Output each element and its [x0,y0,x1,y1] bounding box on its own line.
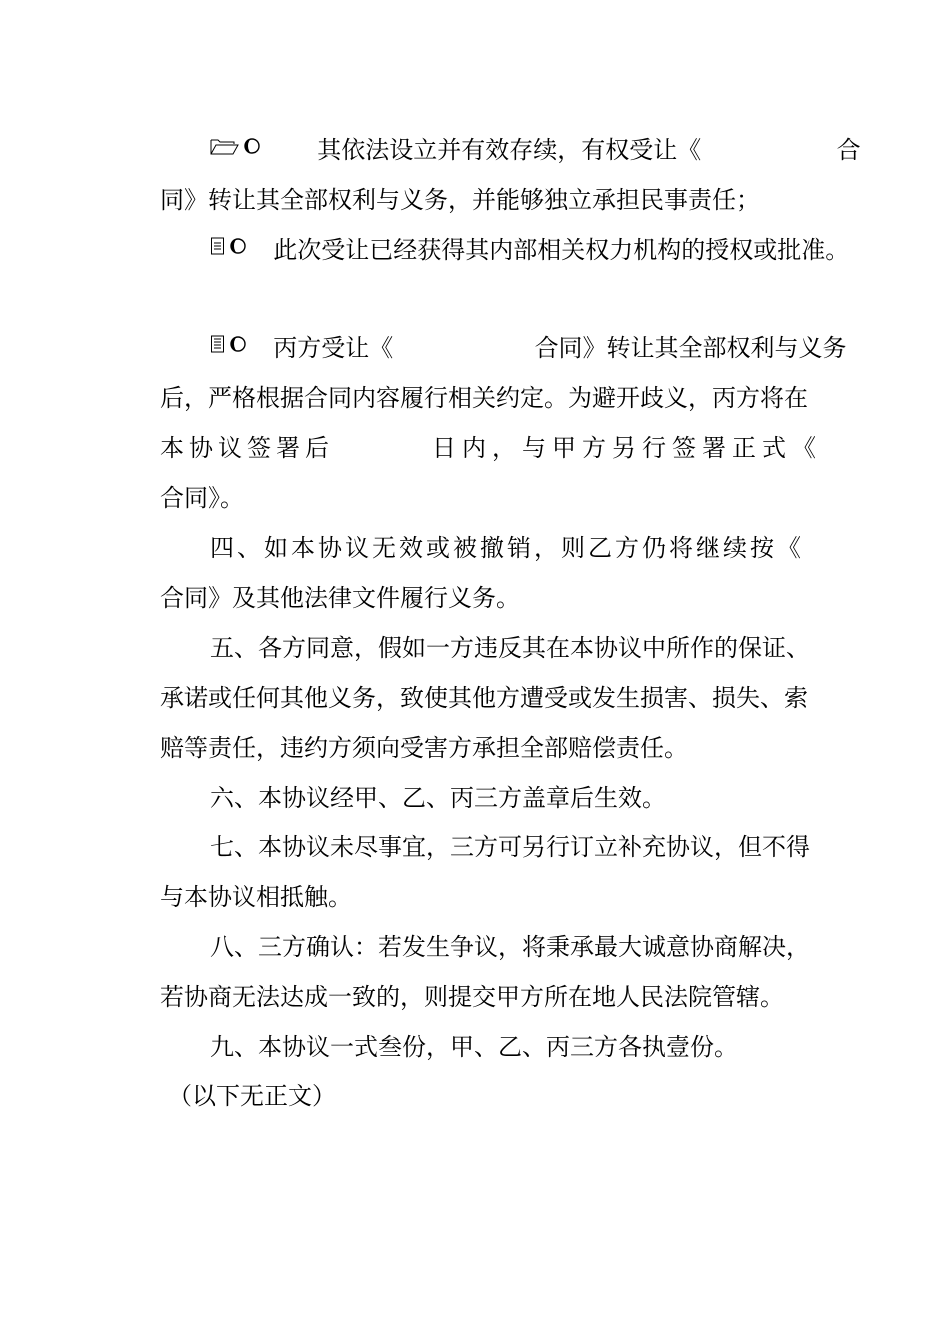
item-3-marker [210,334,248,354]
document-lines-icon [210,334,226,354]
section-8-line-1: 八、三方确认：若发生争议，将秉承最大诚意协商解决， [210,933,810,961]
folder-open-icon [210,136,240,156]
moon-bullet-icon [242,136,262,156]
moon-bullet-icon [228,334,248,354]
section-5-line-3: 赔等责任，违约方须向受害方承担全部赔偿责任。 [160,734,688,762]
item-3-text-c: 本协议签署后 [160,434,334,462]
section-7-line-2: 与本协议相抵触。 [160,883,352,911]
item-3-text-d: 日内，与甲方另行签署正式《 [432,434,822,462]
section-5-line-2: 承诺或任何其他义务，致使其他方遭受或发生损害、损失、索 [160,684,808,712]
item-3-line-2: 后，严格根据合同内容履行相关约定。为避开歧义，丙方将在 [160,384,808,412]
section-8-line-2: 若协商无法达成一致的，则提交甲方所在地人民法院管辖。 [160,983,784,1011]
item-2-line [210,234,849,266]
item-1-line-2: 同》转让其全部权利与义务，并能够独立承担民事责任； [160,186,760,214]
item-2-marker [210,236,248,256]
item-1-text-a: 其依法设立并有效存续，有权受让《 [317,136,702,164]
item-3-text-a: 丙方受让《 [273,334,394,362]
item-3-line-1 [210,332,847,364]
section-4-line-1: 四、如本协议无效或被撤销，则乙方仍将继续按《 [210,534,804,562]
section-9-line: 九、本协议一式叁份，甲、乙、丙三方各执壹份。 [210,1033,738,1061]
item-1-line-1 [210,134,861,166]
end-note: （以下无正文） [168,1082,336,1110]
item-3-line-3 [160,432,822,464]
item-2-text: 此次受让已经获得其内部相关权力机构的授权或批准。 [273,236,850,264]
moon-bullet-icon [228,236,248,256]
section-6-line: 六、本协议经甲、乙、丙三方盖章后生效。 [210,784,666,812]
section-5-line-1: 五、各方同意，假如一方违反其在本协议中所作的保证、 [210,634,810,662]
item-1-text-b: 合 [836,136,861,164]
section-7-line-1: 七、本协议未尽事宜，三方可另行订立补充协议，但不得 [210,833,810,861]
section-4-line-2: 合同》及其他法律文件履行义务。 [160,584,520,612]
item-3-line-4: 合同》。 [160,484,244,512]
item-1-marker [210,136,262,156]
item-3-text-b: 合同》转让其全部权利与义务 [534,334,847,362]
document-icon [210,236,226,256]
